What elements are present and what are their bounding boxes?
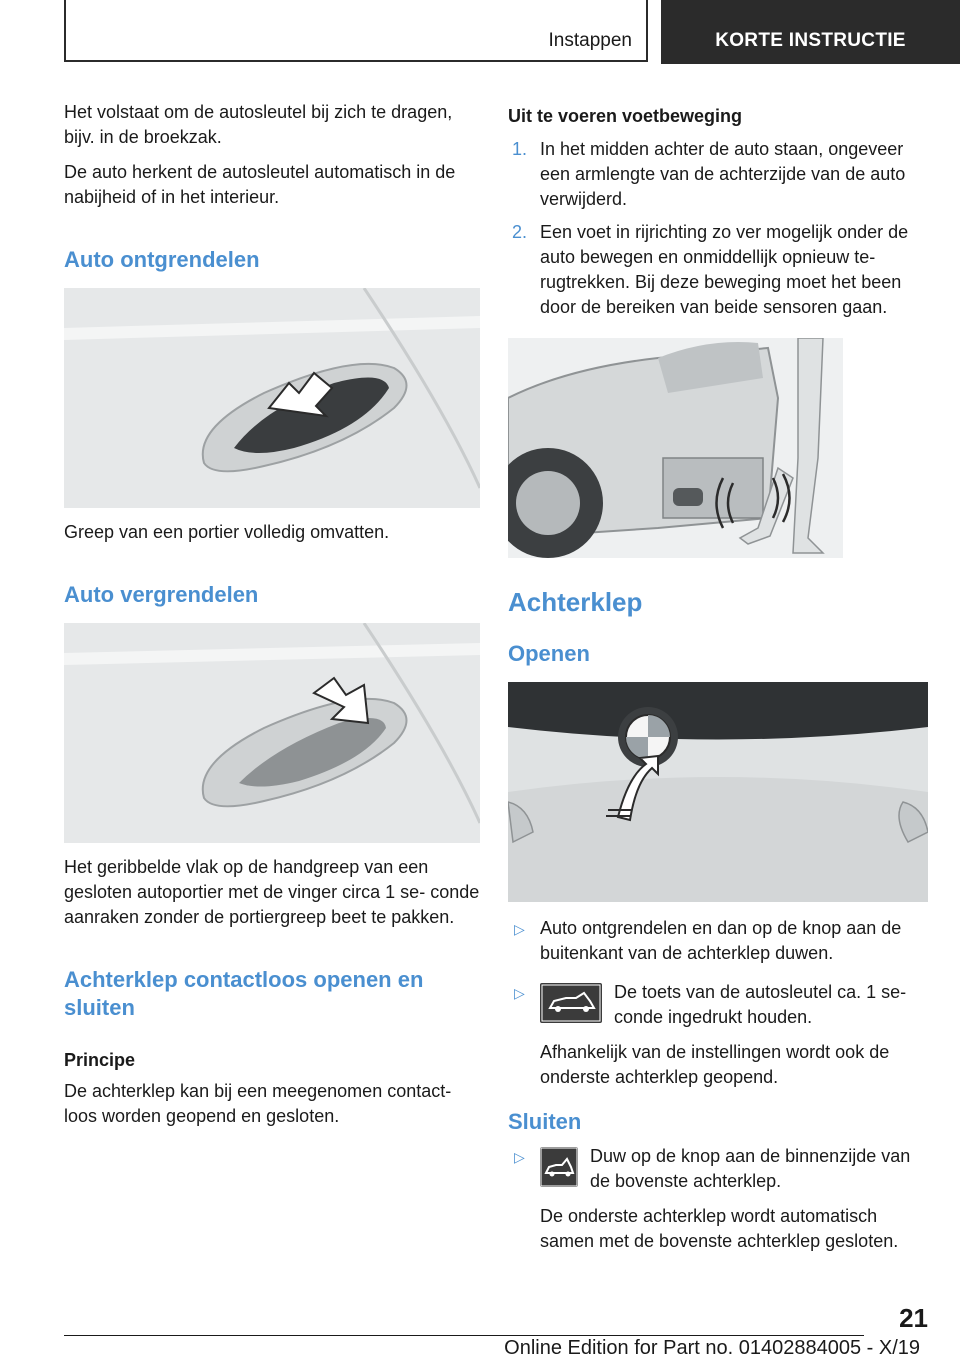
door-handle-lock-illustration [64, 623, 480, 843]
header-section-title: Instappen [548, 30, 632, 51]
open-note: Afhankelijk van de instellingen wordt ook de onderste achterklep geopend. [540, 1042, 890, 1087]
lock-caption: Het geribbelde vlak op de handgreep van een gesloten autoportier met de vinger circa 1 se- conde aanraken zonder de portiergreep beet te pakken. [64, 857, 480, 927]
step-number: 1. [512, 139, 528, 159]
tailgate-button-icon [540, 1147, 578, 1187]
open-bullet-item [508, 916, 928, 966]
right-column [508, 104, 928, 1254]
page-number: 21 [899, 1303, 928, 1333]
door-handle-unlock-illustration [64, 288, 480, 508]
principle-text: De achterklep kan bij een meegenomen contact- loos worden geopend en gesloten. [64, 1081, 452, 1126]
tailgate-button-illustration [508, 682, 928, 902]
intro-paragraph-1: Het volstaat om de autosleutel bij zich te dragen, bijv. in de broekzak. [64, 102, 453, 147]
open-bullet-text-2: De toets van de autosleutel ca. 1 se- conde ingedrukt houden. [614, 982, 907, 1027]
footer-divider [64, 1335, 864, 1336]
step-text: In het midden achter de auto staan, ongeveer een armlengte van de achterzijde van de auto verwijderd. [540, 139, 906, 209]
unlock-heading: Auto ontgrendelen [64, 247, 260, 272]
footer-edition-text: Online Edition for Part no. 01402884005 - X/19 [504, 1337, 920, 1359]
header-chapter-box [661, 0, 960, 64]
bullet-triangle-icon: ▷ [514, 1149, 525, 1165]
step-item [508, 137, 928, 212]
step-text: Een voet in rijrichting zo ver mogelijk onder de auto bewegen en onmiddellijk opnieuw te- rugtrekken. Bij deze beweging moet het been door de bereiken van beide sensoren gaan. [540, 222, 909, 317]
intro-paragraph-2: De auto herkent de autosleutel automatisch in de nabijheid of in het interieur. [64, 162, 456, 207]
step-number: 2. [512, 222, 528, 242]
lock-heading: Auto vergrendelen [64, 582, 259, 607]
close-bullet-text: Duw op de knop aan de binnenzijde van de bovenste achterklep. [590, 1146, 911, 1191]
open-bullet-text-1: Auto ontgrendelen en dan op de knop aan de buitenkant van de achterklep duwen. [540, 918, 902, 963]
bullet-triangle-icon: ▷ [514, 921, 525, 937]
left-column [64, 100, 480, 1129]
close-note: De onderste achterklep wordt automatisch samen met de bovenste achterklep gesloten. [540, 1206, 899, 1251]
unlock-caption: Greep van een portier volledig omvatten. [64, 522, 390, 542]
foot-gesture-illustration [508, 338, 843, 558]
tailgate-heading: Achterklep [508, 587, 643, 617]
bullet-triangle-icon: ▷ [514, 985, 525, 1001]
tailgate-key-icon [540, 983, 602, 1023]
close-heading: Sluiten [508, 1109, 582, 1134]
header-chapter-title: KORTE INSTRUCTIE [715, 30, 906, 51]
foot-movement-heading: Uit te voeren voetbeweging [508, 106, 743, 126]
header-section-box [64, 0, 648, 62]
close-bullet-item [508, 1144, 928, 1254]
principle-heading: Principe [64, 1050, 136, 1070]
contactless-heading: Achterklep contactloos openen en sluiten [64, 967, 424, 1020]
step-item [508, 220, 928, 320]
open-heading: Openen [508, 641, 590, 666]
open-bullet-item [508, 980, 928, 1090]
